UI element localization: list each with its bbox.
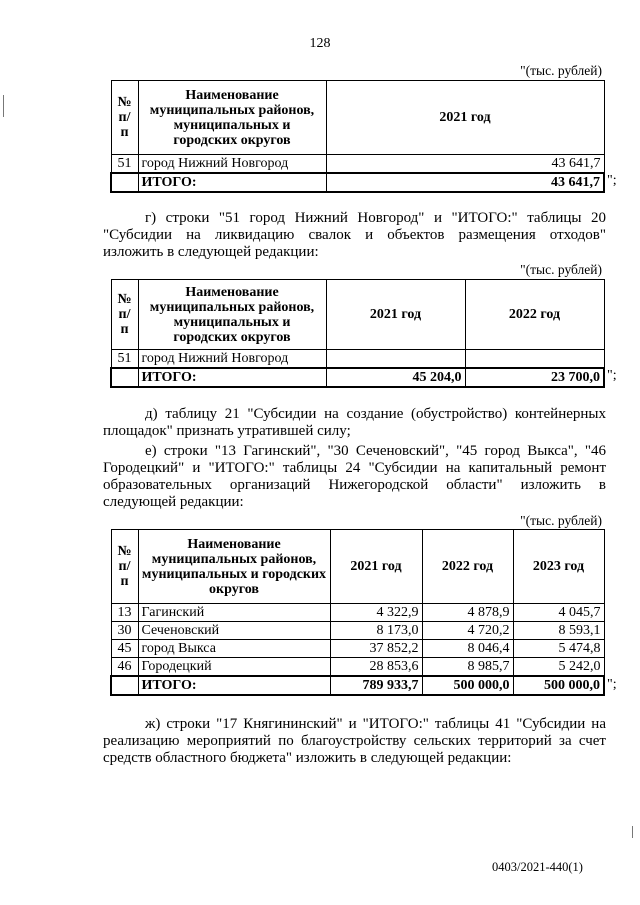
- total-2021: 43 641,7: [326, 173, 604, 192]
- table-row: [111, 155, 604, 174]
- row-2022: [465, 350, 604, 369]
- scan-mark-right: [632, 826, 633, 838]
- paragraph-zh: [103, 716, 606, 767]
- row-2023: 8 593,1: [513, 622, 604, 640]
- total-empty: [111, 173, 138, 192]
- paragraph-e-line-2: Городецкий" и "ИТОГО:" таблицы 24 "Субсидии на капитальный ремонт: [103, 460, 606, 476]
- total-empty: [111, 368, 138, 387]
- row-name: город Выкса: [138, 640, 330, 658]
- paragraph-zh-line-3: средств областного бюджета" изложить в следующей редакции:: [103, 750, 512, 766]
- header-2022: 2022 год: [465, 280, 604, 350]
- paragraph-zh-line-1: ж) строки "17 Княгининский" и "ИТОГО:" таблицы 41 "Субсидии на: [145, 716, 606, 732]
- row-2021: 4 322,9: [330, 604, 422, 622]
- table-3: [110, 529, 605, 696]
- total-label: ИТОГО:: [138, 676, 330, 695]
- paragraph-e-line-3: образовательных организаций Нижегородской области" изложить в: [103, 477, 606, 493]
- header-2021: 2021 год: [326, 81, 604, 155]
- row-2021: 28 853,6: [330, 658, 422, 677]
- header-2021: 2021 год: [326, 280, 465, 350]
- paragraph-g-line-2: "Субсидии на ликвидацию свалок и объектов размещения отходов": [103, 227, 606, 243]
- row-num: 51: [111, 350, 138, 369]
- row-num: 46: [111, 658, 138, 677]
- paragraph-g-line-3: изложить в следующей редакции:: [103, 244, 319, 260]
- table-header-row: [111, 530, 604, 604]
- table-row: [111, 658, 604, 677]
- total-2023: 500 000,0: [513, 676, 604, 695]
- closing-mark-1: ";: [607, 173, 617, 188]
- paragraph-g: [103, 210, 606, 261]
- row-num: 13: [111, 604, 138, 622]
- header-num: № п/п: [111, 530, 138, 604]
- table-row: [111, 622, 604, 640]
- row-2022: 4 878,9: [422, 604, 513, 622]
- paragraph-e: [103, 443, 606, 511]
- header-num: № п/п: [111, 280, 138, 350]
- row-name: Гагинский: [138, 604, 330, 622]
- closing-mark-2: ";: [607, 368, 617, 383]
- total-2022: 500 000,0: [422, 676, 513, 695]
- row-num: 51: [111, 155, 138, 174]
- scan-mark-top: [3, 95, 4, 117]
- closing-mark-3: ";: [607, 677, 617, 692]
- row-name: город Нижний Новгород: [138, 155, 326, 174]
- row-2023: 5 474,8: [513, 640, 604, 658]
- total-row: [111, 173, 604, 192]
- header-2022: 2022 год: [422, 530, 513, 604]
- units-label-3: "(тыс. рублей): [520, 513, 602, 528]
- table-row: [111, 604, 604, 622]
- row-num: 45: [111, 640, 138, 658]
- total-2021: 45 204,0: [326, 368, 465, 387]
- header-num: № п/п: [111, 81, 138, 155]
- total-row: [111, 676, 604, 695]
- units-label-2: "(тыс. рублей): [520, 262, 602, 277]
- total-2021: 789 933,7: [330, 676, 422, 695]
- row-2023: 5 242,0: [513, 658, 604, 677]
- total-empty: [111, 676, 138, 695]
- units-label-1: "(тыс. рублей): [520, 63, 602, 78]
- row-num: 30: [111, 622, 138, 640]
- paragraph-e-line-1: е) строки "13 Гагинский", "30 Сеченовский", "45 город Выкса", "46: [145, 443, 606, 459]
- header-2021: 2021 год: [330, 530, 422, 604]
- paragraph-e-line-4: следующей редакции:: [103, 494, 244, 510]
- table-row: [111, 640, 604, 658]
- row-2021: 8 173,0: [330, 622, 422, 640]
- table-header-row: [111, 81, 604, 155]
- table-header-row: [111, 280, 604, 350]
- page-number: 128: [309, 36, 331, 51]
- row-name: город Нижний Новгород: [138, 350, 326, 369]
- table-2: [110, 279, 605, 388]
- paragraph-zh-line-2: реализацию мероприятий по благоустройству сельских территорий за счет: [103, 733, 606, 749]
- header-name: Наименование муниципальных районов, муниципальных и городских округов: [138, 81, 326, 155]
- table-1: [110, 80, 605, 193]
- row-2022: 4 720,2: [422, 622, 513, 640]
- document-code: 0403/2021-440(1): [492, 860, 583, 874]
- row-2022: 8 985,7: [422, 658, 513, 677]
- total-label: ИТОГО:: [138, 368, 326, 387]
- row-2021: [326, 350, 465, 369]
- paragraph-d-line-2: площадок" признать утратившей силу;: [103, 423, 351, 439]
- row-2022: 8 046,4: [422, 640, 513, 658]
- header-name: Наименование муниципальных районов, муниципальных и городских округов: [138, 530, 330, 604]
- total-row: [111, 368, 604, 387]
- row-2023: 4 045,7: [513, 604, 604, 622]
- row-2021: 43 641,7: [326, 155, 604, 174]
- total-label: ИТОГО:: [138, 173, 326, 192]
- row-name: Городецкий: [138, 658, 330, 677]
- paragraph-g-line-1: г) строки "51 город Нижний Новгород" и "ИТОГО:" таблицы 20: [145, 210, 606, 226]
- header-name: Наименование муниципальных районов, муниципальных и городских округов: [138, 280, 326, 350]
- total-2022: 23 700,0: [465, 368, 604, 387]
- table-row: [111, 350, 604, 369]
- row-name: Сеченовский: [138, 622, 330, 640]
- paragraph-d: [103, 406, 606, 440]
- row-2021: 37 852,2: [330, 640, 422, 658]
- paragraph-d-line-1: д) таблицу 21 "Субсидии на создание (обустройство) контейнерных: [145, 406, 606, 422]
- header-2023: 2023 год: [513, 530, 604, 604]
